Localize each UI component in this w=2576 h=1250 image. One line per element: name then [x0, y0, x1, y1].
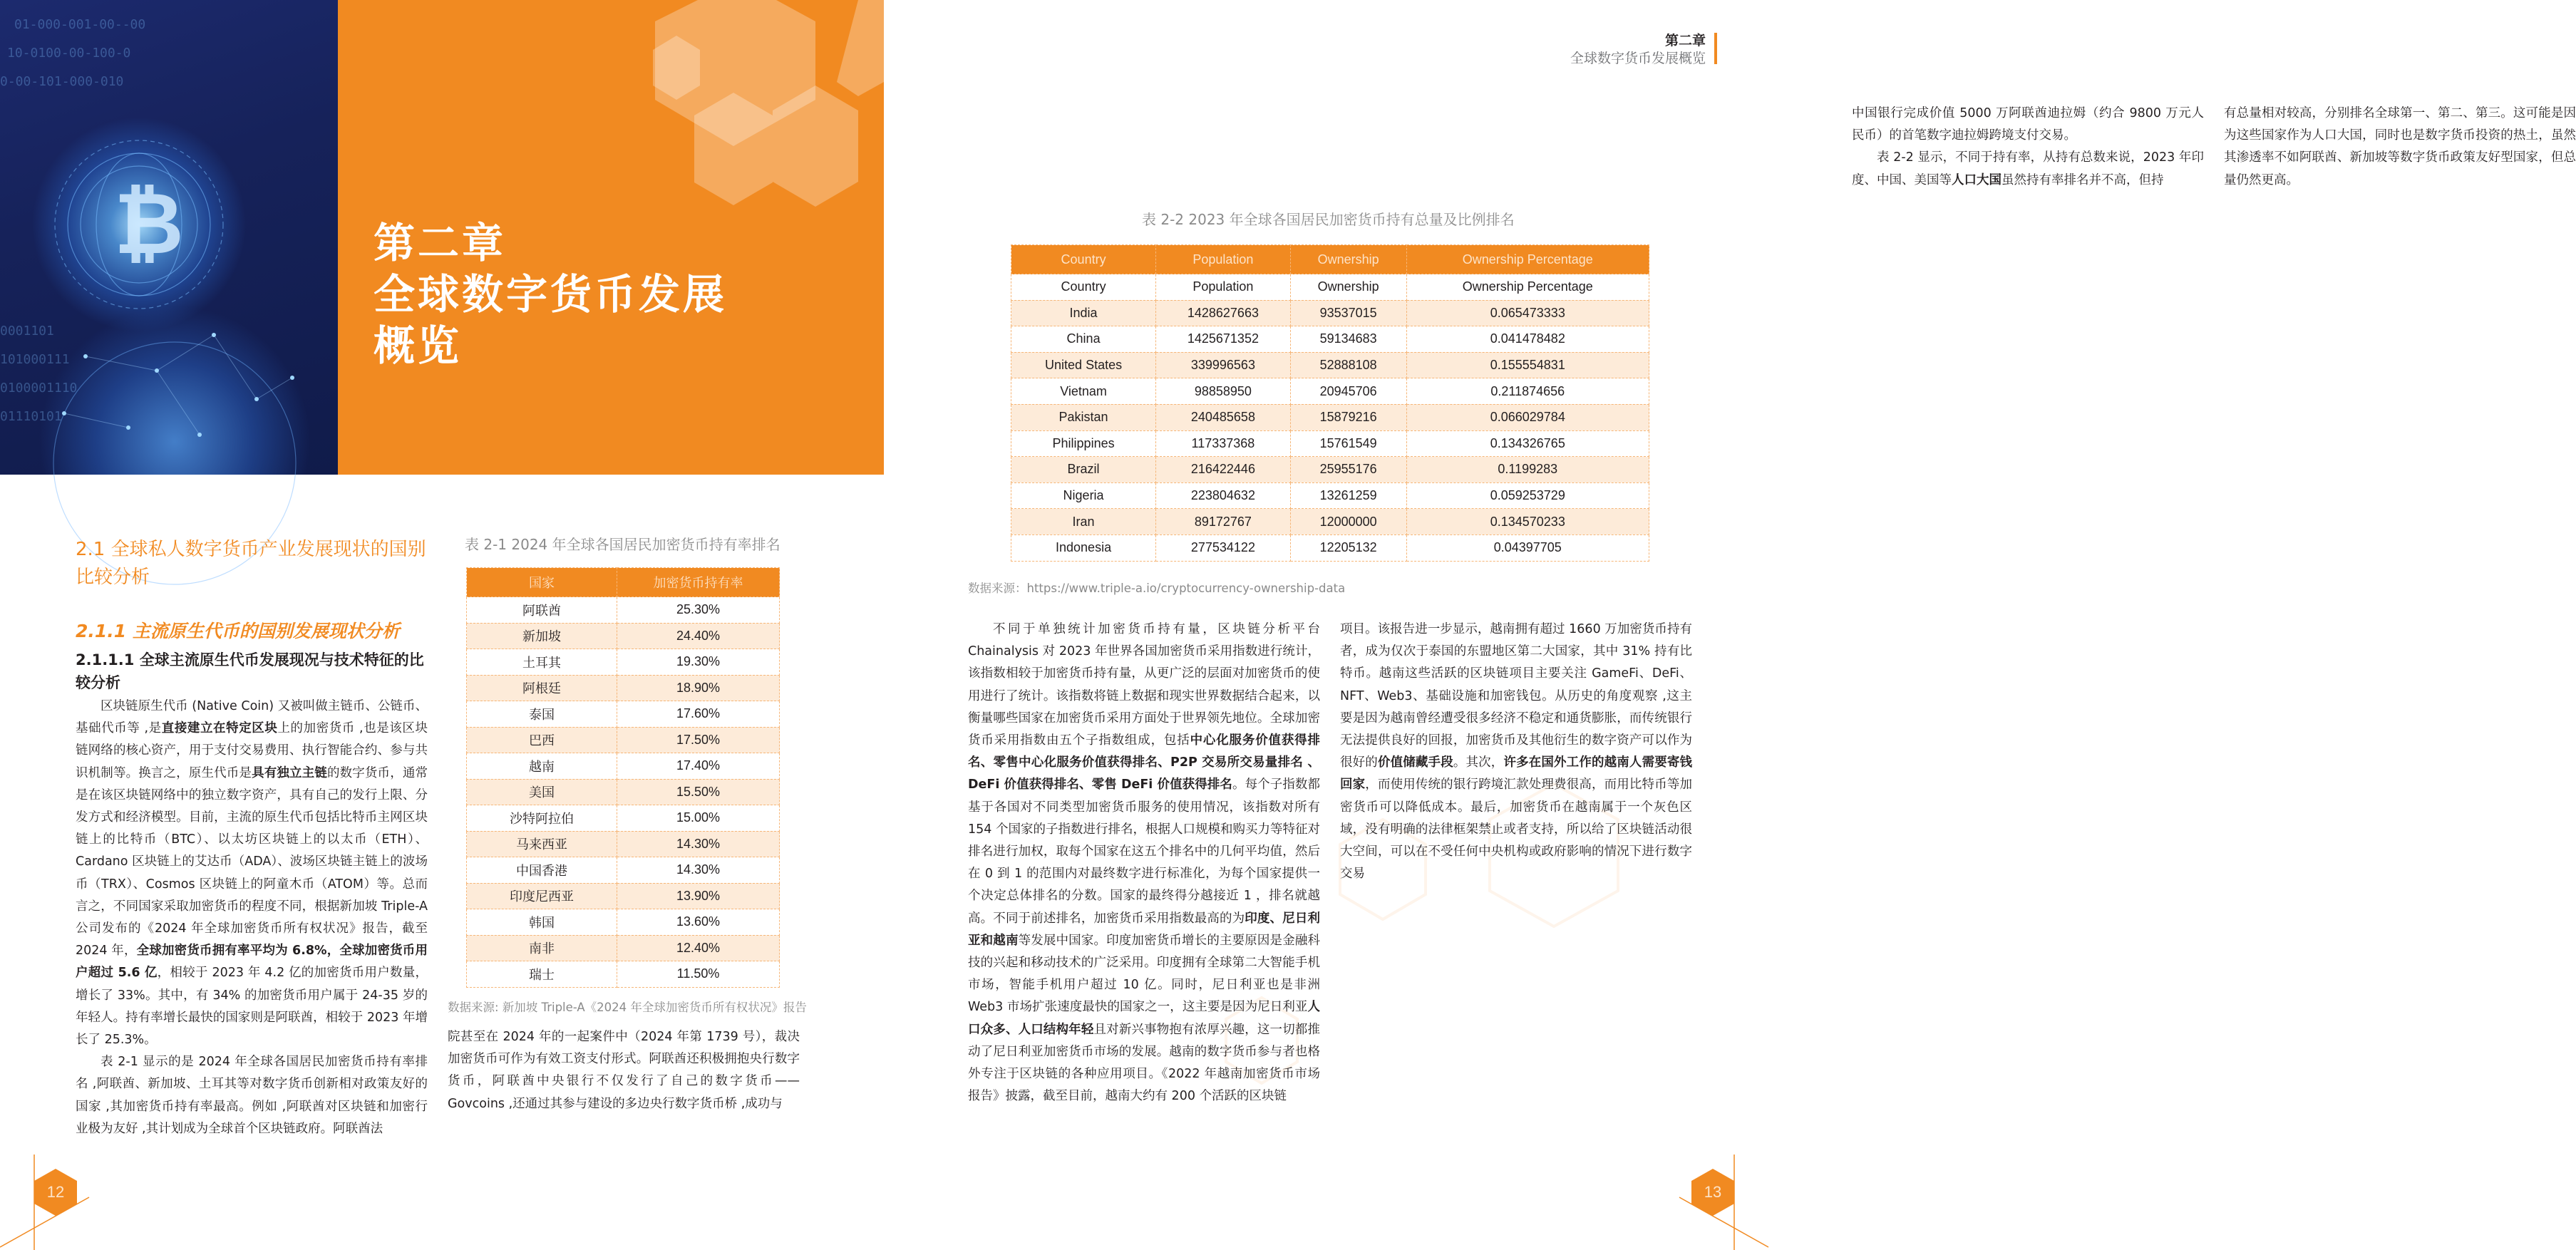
text-run: 不同于单独统计加密货币持有量，区块链分析平台 Chainalysis 对 2023 年世界各国加密货币采用指数进行统计，该指数相较于加密货币持有量，从更广泛的层面对加密货币的使用进行了统计。该指数将链上数据和现实世界数据结合起来，以衡量哪些国家在加密货币采用方面处于世界领先地位。全球加密货币采用指数由五个子指数组成，包括 [968, 622, 1320, 748]
svg-text:01-000-001-00--00: 01-000-001-00--00 [14, 17, 146, 32]
country-cell: Iran [1011, 509, 1156, 535]
country-cell: 泰国 [467, 701, 617, 728]
paragraph-table-2-1-intro: 表 2-1 显示的是 2024 年全球各国居民加密货币持有率排名 ,阿联酋、新加坡、土耳其等对数字货币创新相对政策友好的国家 ,其加密货币持有率最高。例如 ,阿联酋对区块链和加密行业极为友好 ,其计划成为全球首个区块链政府。阿联酋法 [76, 1055, 428, 1136]
chapter-name-line1: 全球数字货币发展 [373, 270, 728, 319]
table-row [467, 935, 780, 961]
rate-cell: 17.50% [617, 727, 780, 753]
emphasis-text: 直接建立在特定区块 [161, 721, 278, 736]
table-row [1011, 378, 1649, 405]
country-cell: 韩国 [467, 909, 617, 936]
country-cell: 南非 [467, 935, 617, 961]
table-row [467, 727, 780, 753]
country-cell: 印度尼西亚 [467, 883, 617, 909]
column-header: Country [1011, 245, 1156, 274]
country-cell: India [1011, 300, 1156, 326]
column-header: Ownership Percentage [1406, 245, 1649, 274]
ownership-cell: 52888108 [1290, 352, 1406, 378]
population-cell: 1425671352 [1156, 326, 1291, 353]
country-cell: Nigeria [1011, 482, 1156, 509]
table-2-1 [466, 567, 780, 988]
svg-text:0-00-101-000-010: 0-00-101-000-010 [0, 74, 124, 89]
percentage-cell: 0.134326765 [1406, 430, 1649, 457]
rate-cell: 14.30% [617, 857, 780, 884]
table-2-2-source: 数据来源：https://www.triple-a.io/cryptocurrency-ownership-data [968, 582, 1346, 595]
table-row [467, 831, 780, 857]
population-cell: 98858950 [1156, 378, 1291, 405]
text-run: 等发展中国家。印度加密货币增长的主要原因是金融科技的兴起和移动技术的广泛采用。印度拥有全球第二大智能手机市场，智能手机用户超过 10 亿。同时，尼日利亚也是非洲 Web3 市场扩张速度最快的国家之一，这主要是因为尼日利亚 [968, 933, 1320, 1015]
population-cell: 223804632 [1156, 482, 1291, 509]
left-page [0, 0, 884, 1250]
ownership-cell: 20945706 [1290, 378, 1406, 405]
paragraph-table-2-2-intro [1852, 147, 2204, 191]
emphasis-text: 印度、尼日利亚和越南 [968, 911, 1321, 948]
page-number-badge [34, 1169, 77, 1216]
right-top-column-2 [2224, 103, 2576, 192]
ownership-cell: 25955176 [1290, 457, 1406, 483]
left-column-body [76, 696, 428, 1140]
paragraph-chainalysis-index [968, 619, 1320, 1107]
table-row [1011, 326, 1649, 353]
paragraph-population-giants: 有总量相对较高，分别排名全球第一、第二、第三。这可能是因为这些国家作为人口大国，同时也是数字货币投资的热土，虽然其渗透率不如阿联酋、新加坡等数字货币政策友好型国家，但总量仍然更高。 [2224, 106, 2576, 187]
table-row [467, 597, 780, 624]
rate-cell: 13.60% [617, 909, 780, 936]
population-cell: 89172767 [1156, 509, 1291, 535]
running-header-accent-bar [1714, 33, 1717, 64]
table-row [1011, 457, 1649, 483]
ownership-cell: Ownership [1290, 274, 1406, 301]
text-run: 且对新兴事物抱有浓厚兴趣，这一切都推动了尼日利亚加密货币市场的发展。越南的数字货币参与者也格外专注于区块链的各种应用项目。《2022 年越南加密货币市场报告》披露，截至目前，越南大约有 200 个活跃的区块链 [968, 1022, 1321, 1104]
chapter-title [373, 217, 727, 371]
table-row [467, 883, 780, 909]
svg-text:0001101: 0001101 [0, 324, 54, 339]
table-row [1011, 404, 1649, 430]
emphasis-text: 中心化服务价值获得排名、零售中心化服务价值获得排名、P2P 交易所交易量排名 、DeFi 价值获得排名、零售 DeFi 价值获得排名 [968, 733, 1321, 792]
table-row [467, 675, 780, 701]
country-cell: 土耳其 [467, 649, 617, 676]
table-2-2-caption: 表 2-2 2023 年全球各国居民加密货币持有总量及比例排名 [1142, 211, 1515, 228]
emphasis-text: 具有独立主链 [252, 765, 327, 780]
chapter-cover-panel [338, 0, 884, 475]
emphasis-text: 人口大国 [1952, 172, 2001, 187]
rate-cell: 11.50% [617, 961, 780, 988]
country-cell: Country [1011, 274, 1156, 301]
text-run: 上的加密货币 ,也是该区块链网络的核心资产，用于支付交易费用、执行智能合约、参与共识机制等。换言之，原生代币是 [76, 721, 428, 780]
chapter-number: 第二章 [373, 219, 507, 267]
population-cell: Population [1156, 274, 1291, 301]
column-header: Ownership [1290, 245, 1406, 274]
country-cell: 新加坡 [467, 623, 617, 649]
ownership-cell: 15879216 [1290, 404, 1406, 430]
middle-column-body [448, 1026, 800, 1115]
country-cell: Indonesia [1011, 534, 1156, 561]
country-cell: Brazil [1011, 457, 1156, 483]
subsubsection-heading: 2.1.1.1 全球主流原生代币发展现况与技术特征的比较分析 [76, 651, 424, 691]
emphasis-text: 全球加密货币拥有率平均为 6.8%，全球加密货币用户超过 5.6 亿 [76, 944, 428, 981]
table-row [467, 753, 780, 780]
percentage-cell: 0.155554831 [1406, 352, 1649, 378]
svg-text:0100001110: 0100001110 [0, 381, 78, 396]
country-cell: 沙特阿拉伯 [467, 805, 617, 832]
population-cell: 240485658 [1156, 404, 1291, 430]
rate-cell: 15.00% [617, 805, 780, 832]
paragraph-uae-continued: 院甚至在 2024 年的一起案件中（2024 年第 1739 号），裁决加密货币可作为有效工资支付形式。阿联酋还积极拥抱央行数字货币，阿联酋中央银行不仅发行了自己的数字货币——Govcoins ,还通过其参与建设的多边央行数字货币桥 ,成功与 [448, 1030, 800, 1111]
percentage-cell: 0.066029784 [1406, 404, 1649, 430]
table-row [1011, 300, 1649, 326]
country-cell: 马来西亚 [467, 831, 617, 857]
table-row [467, 779, 780, 805]
country-cell: 巴西 [467, 727, 617, 753]
running-header-title: 全球数字货币发展概览 [1570, 51, 1706, 66]
right-bottom-column-2 [1340, 619, 1692, 885]
table-row [467, 701, 780, 728]
text-run: 区块链原生代币 (Native Coin) 又被叫做主链币、公链币、基础代币等 ,是 [76, 699, 428, 736]
text-run: ，相较于 2023 年 4.2 亿的加密货币用户数量，增长了 33%。其中，有 34% 的加密货币用户属于 24-35 岁的年轻人。持有率增长最快的国家则是阿联酋，相较于 2023 年增长了 25.3%。 [76, 966, 428, 1048]
country-cell: United States [1011, 352, 1156, 378]
column-header: 加密货币持有率 [617, 568, 780, 597]
country-cell: Pakistan [1011, 404, 1156, 430]
rate-cell: 15.50% [617, 779, 780, 805]
page-number: 12 [46, 1183, 65, 1201]
table-row [1011, 509, 1649, 535]
text-run: 项目。该报告进一步显示，越南拥有超过 1660 万加密货币持有者，成为仅次于泰国的东盟地区第二大国家，其中 31% 持有比特币。越南这些活跃的区块链项目主要关注 GameFi、DeFi、NFT、Web3、基础设施和加密钱包。从历史的角度观察 ,这主要是因为越南曾经遭受很多经济不稳定和通货膨胀，而传统银行无法提供良好的回报，加密货币及其他衍生的数字资产可以作为很好的 [1340, 622, 1692, 770]
table-row [467, 805, 780, 832]
text-run: 的数字货币，通常是在该区块链网络中的独立数字资产，具有自己的发行上限、分发方式和经济模型。目前，主流的原生代币包括比特币主网区块链上的比特币（BTC）、以太坊区块链上的以太币（ETH）、Cardano 区块链上的艾达币（ADA）、波场区块链主链上的波场币（TRX）、Cosmos 区块链上的阿童木币（ATOM）等。总而言之，不同国家采取加密货币的程度不同，根据新加坡 Triple-A 公司发布的《2024 年全球加密货币所有权状况》报告，截至 2024 年， [76, 765, 428, 959]
rate-cell: 25.30% [617, 597, 780, 624]
bitcoin-hero-image [0, 0, 338, 475]
table-row [1011, 482, 1649, 509]
column-header: Population [1156, 245, 1291, 274]
country-cell: China [1011, 326, 1156, 353]
right-top-column-1 [1852, 103, 2204, 192]
emphasis-text: 许多在国外工作的越南人需要寄钱回家 [1340, 755, 1693, 792]
page-number-badge [1691, 1169, 1734, 1216]
paragraph-vietnam [1340, 619, 1692, 885]
country-cell: 阿根廷 [467, 675, 617, 701]
table-header-row [1011, 245, 1649, 274]
column-header: 国家 [467, 568, 617, 597]
ownership-cell: 12000000 [1290, 509, 1406, 535]
country-cell: Vietnam [1011, 378, 1156, 405]
table-row [467, 857, 780, 884]
svg-text:10-0100-00-100-0: 10-0100-00-100-0 [7, 46, 131, 61]
emphasis-text: 价值储藏手段 [1377, 755, 1453, 770]
percentage-cell: 0.04397705 [1406, 534, 1649, 561]
percentage-cell: 0.059253729 [1406, 482, 1649, 509]
table-row [1011, 274, 1649, 301]
country-cell: 美国 [467, 779, 617, 805]
ownership-cell: 12205132 [1290, 534, 1406, 561]
table-2-2 [1011, 244, 1649, 562]
rate-cell: 17.40% [617, 753, 780, 780]
text-run: 。其次， [1453, 755, 1504, 770]
bitcoin-globe-illustration [0, 0, 338, 475]
country-cell: Philippines [1011, 430, 1156, 457]
section-heading: 2.1 全球私人数字货币产业发展现状的国别比较分析 [76, 539, 426, 588]
population-cell: 216422446 [1156, 457, 1291, 483]
ownership-cell: 13261259 [1290, 482, 1406, 509]
table-row [1011, 352, 1649, 378]
right-bottom-column-1 [968, 619, 1320, 1107]
percentage-cell: 0.041478482 [1406, 326, 1649, 353]
svg-text:₿: ₿ [114, 175, 184, 274]
table-row [467, 909, 780, 936]
rate-cell: 19.30% [617, 649, 780, 676]
country-cell: 阿联酋 [467, 597, 617, 624]
rate-cell: 13.90% [617, 883, 780, 909]
table-header-row [467, 568, 780, 597]
text-run: 。每个子指数都基于各国对不同类型加密货币服务的使用情况，该指数对所有 154 个国家的子指数进行排名，根据人口规模和购买力等特征对排名进行加权，取每个国家在这五个排名中的几何平均值，然后在 0 到 1 的范围内对最终数字进行标准化，为每个国家提供一个决定总体排名的分数。国家的最终得分越接近 1 ，排名就越高。不同于前述排名，加密货币采用指数最高的为 [968, 778, 1321, 926]
right-page [884, 0, 2576, 1250]
table-2-1-caption: 表 2-1 2024 年全球各国居民加密货币持有率排名 [465, 536, 780, 553]
population-cell: 117337368 [1156, 430, 1291, 457]
percentage-cell: 0.1199283 [1406, 457, 1649, 483]
ownership-cell: 59134683 [1290, 326, 1406, 353]
population-cell: 277534122 [1156, 534, 1291, 561]
subsection-heading: 2.1.1 主流原生代币的国别发展现状分析 [76, 621, 400, 641]
population-cell: 339996563 [1156, 352, 1291, 378]
percentage-cell: 0.211874656 [1406, 378, 1649, 405]
chapter-name-line2: 概览 [373, 321, 463, 370]
running-header [1570, 32, 1706, 68]
table-row [1011, 430, 1649, 457]
svg-text:101000111: 101000111 [0, 352, 70, 367]
table-row [467, 623, 780, 649]
percentage-cell: 0.065473333 [1406, 300, 1649, 326]
paragraph-native-coin [76, 696, 428, 1051]
emphasis-text: 人口众多、人口结构年轻 [968, 1000, 1320, 1037]
percentage-cell: Ownership Percentage [1406, 274, 1649, 301]
country-cell: 中国香港 [467, 857, 617, 884]
table-2-1-source: 数据来源: 新加坡 Triple-A《2024 年全球加密货币所有权状况》报告 [448, 1001, 807, 1014]
rate-cell: 12.40% [617, 935, 780, 961]
text-run: ，而使用传统的银行跨境汇款处理费很高，而用比特币等加密货币可以降低成本。最后，加密货币在越南属于一个灰色区域，没有明确的法律框架禁止或者支持，所以给了区块链活动很大空间，可以在不受任何中央机构或政府影响的情况下进行数字交易 [1340, 778, 1692, 882]
table-row [467, 649, 780, 676]
rate-cell: 14.30% [617, 831, 780, 857]
rate-cell: 24.40% [617, 623, 780, 649]
percentage-cell: 0.134570233 [1406, 509, 1649, 535]
running-header-chapter: 第二章 [1664, 33, 1706, 48]
country-cell: 瑞士 [467, 961, 617, 988]
table-row [467, 961, 780, 988]
country-cell: 越南 [467, 753, 617, 780]
page-number: 13 [1704, 1183, 1722, 1201]
text-run: 表 2-2 显示，不同于持有率，从持有总数来说，2023 年印度、中国、美国等 [1852, 150, 2204, 187]
rate-cell: 17.60% [617, 701, 780, 728]
text-run: 虽然持有率排名并不高，但持 [2001, 172, 2164, 187]
svg-text:01110101: 01110101 [0, 409, 62, 424]
rate-cell: 18.90% [617, 675, 780, 701]
ownership-cell: 15761549 [1290, 430, 1406, 457]
ownership-cell: 93537015 [1290, 300, 1406, 326]
table-row [1011, 534, 1649, 561]
population-cell: 1428627663 [1156, 300, 1291, 326]
paragraph-digital-dirham: 中国银行完成价值 5000 万阿联酋迪拉姆（约合 9800 万元人民币）的首笔数字迪拉姆跨境支付交易。 [1852, 106, 2204, 143]
